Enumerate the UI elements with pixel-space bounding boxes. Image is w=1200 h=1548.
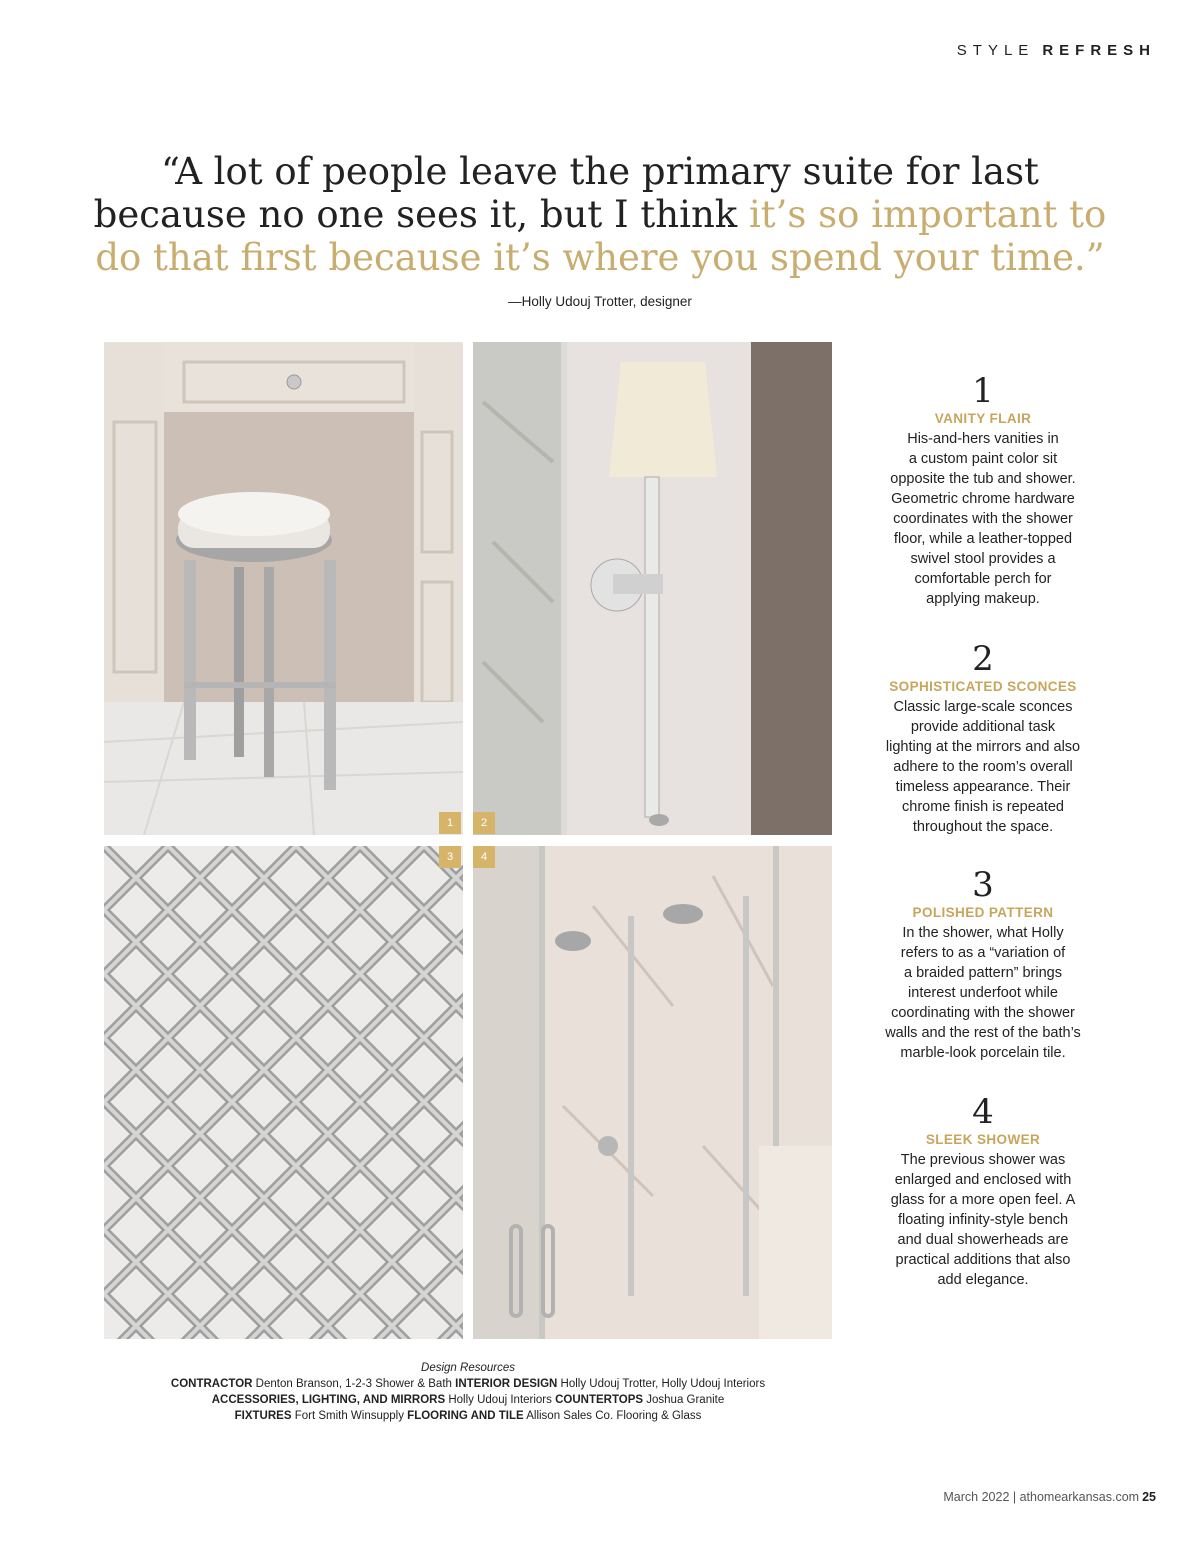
entry-line: chrome finish is repeated (902, 799, 1064, 815)
resource-key: CONTRACTOR (170, 1378, 253, 1390)
entry-line: and dual showerheads are (897, 1232, 1069, 1248)
resources-line (100, 1408, 836, 1424)
vanity-stool-illustration (104, 342, 463, 835)
entry-line: practical additions that also (895, 1252, 1071, 1268)
entry-line: applying makeup. (926, 591, 1040, 607)
entry-line: add elegance. (937, 1272, 1029, 1288)
entry-line: walls and the rest of the bath’s (885, 1025, 1081, 1041)
entry-line: adhere to the room’s overall (893, 759, 1073, 775)
entry-line: glass for a more open feel. A (890, 1192, 1076, 1208)
entry-heading: SLEEK SHOWER (925, 1132, 1041, 1147)
entry-sophisticated-sconces (870, 640, 1096, 837)
resource-value: Denton Branson, 1-2-3 Shower & Bath (252, 1378, 456, 1390)
resource-key: FLOORING AND TILE (407, 1410, 524, 1422)
photo-wall-sconce (473, 342, 832, 835)
entry-body (870, 923, 1096, 1063)
pull-quote (80, 150, 1120, 279)
entry-line: His-and-hers vanities in (907, 431, 1059, 447)
design-resources (100, 1360, 836, 1424)
entry-polished-pattern (870, 866, 1096, 1063)
section-label-bold: REFRESH (1042, 42, 1156, 59)
entry-line: refers to as a “variation of (900, 945, 1066, 961)
entry-line: interest underfoot while (908, 985, 1058, 1001)
resource-key: INTERIOR DESIGN (455, 1378, 558, 1390)
resource-value: Holly Udouj Trotter, Holly Udouj Interiors (557, 1378, 766, 1390)
photo-badge: 3 (439, 846, 461, 868)
entry-line: timeless appearance. Their (895, 779, 1071, 795)
resources-line (100, 1376, 836, 1392)
resource-key: COUNTERTOPS (555, 1394, 644, 1406)
entry-line: comfortable perch for (914, 571, 1052, 587)
photo-lattice-tile (104, 846, 463, 1339)
entry-number: 1 (972, 371, 994, 411)
entry-line: provide additional task (910, 719, 1056, 735)
entry-line: floating infinity-style bench (897, 1212, 1069, 1228)
resource-value: Holly Udouj Interiors (445, 1394, 556, 1406)
entry-line: opposite the tub and shower. (890, 471, 1076, 487)
entry-line: a braided pattern” brings (904, 965, 1062, 981)
entry-line: marble-look porcelain tile. (900, 1045, 1066, 1061)
page-number: 25 (1142, 1490, 1156, 1504)
entry-number: 4 (972, 1092, 994, 1132)
footer-issue: March 2022 | athomearkansas.com (943, 1490, 1140, 1504)
entry-line: Geometric chrome hardware (891, 491, 1075, 507)
entry-line: floor, while a leather-topped (893, 531, 1073, 547)
lattice-tile-illustration (104, 846, 463, 1339)
entry-line: enlarged and enclosed with (894, 1172, 1072, 1188)
entry-line: a custom paint color sit (908, 451, 1058, 467)
entry-sleek-shower (870, 1093, 1096, 1290)
sconce-illustration (473, 342, 832, 835)
photo-badge: 1 (439, 812, 461, 834)
entry-line: coordinating with the shower (891, 1005, 1075, 1021)
entry-line: Classic large-scale sconces (893, 699, 1073, 715)
resource-key: ACCESSORIES, LIGHTING, AND MIRRORS (211, 1394, 446, 1406)
entry-line: lighting at the mirrors and also (885, 739, 1081, 755)
entry-body (870, 429, 1096, 609)
entry-heading: SOPHISTICATED SCONCES (889, 679, 1077, 694)
entry-line: swivel stool provides a (910, 551, 1056, 567)
entry-body (870, 697, 1096, 837)
quote-highlight: it’s so important to do that first because it’s where you spend your time.” (95, 193, 1107, 279)
entry-vanity-flair (870, 372, 1096, 609)
page-footer (943, 1490, 1156, 1504)
resource-key: FIXTURES (234, 1410, 292, 1422)
entry-body (870, 1150, 1096, 1290)
shower-illustration (473, 846, 832, 1339)
resources-line (100, 1392, 836, 1408)
entry-heading: POLISHED PATTERN (912, 905, 1054, 920)
resources-title: Design Resources (421, 1362, 515, 1374)
section-label (957, 42, 1156, 59)
photo-glass-shower (473, 846, 832, 1339)
section-label-light: STYLE (956, 42, 1035, 59)
quote-attribution: —Holly Udouj Trotter, designer (508, 294, 692, 309)
resource-value: Joshua Granite (643, 1394, 725, 1406)
entry-line: The previous shower was (900, 1152, 1066, 1168)
photo-badge: 2 (473, 812, 495, 834)
entry-number: 2 (972, 639, 994, 679)
resource-value: Allison Sales Co. Flooring & Glass (523, 1410, 702, 1422)
entry-line: In the shower, what Holly (902, 925, 1064, 941)
photo-vanity-stool (104, 342, 463, 835)
entry-line: throughout the space. (912, 819, 1054, 835)
quote-text: “A lot of people leave the primary suite for last because no one sees it, but I think (93, 150, 1039, 236)
entry-line: coordinates with the shower (893, 511, 1073, 527)
entry-number: 3 (972, 865, 994, 905)
photo-badge: 4 (473, 846, 495, 868)
resource-value: Fort Smith Winsupply (291, 1410, 408, 1422)
entry-heading: VANITY FLAIR (934, 411, 1032, 426)
